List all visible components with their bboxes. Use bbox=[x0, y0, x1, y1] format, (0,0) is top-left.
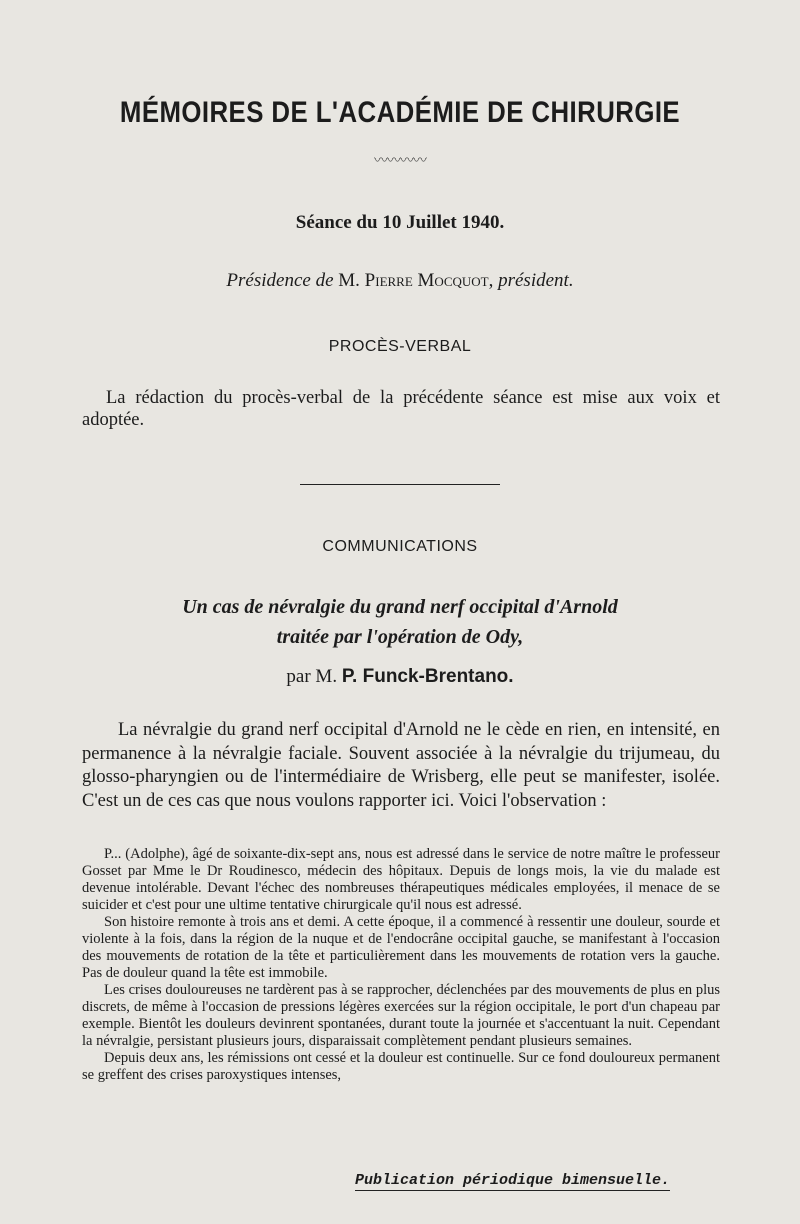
presidence-line bbox=[0, 270, 800, 292]
ornament-divider: 〰〰〰〰 bbox=[374, 154, 426, 169]
article-title-line-1: Un cas de névralgie du grand nerf occipital d'Arnold bbox=[182, 596, 618, 618]
session-date: Séance du 10 Juillet 1940. bbox=[295, 212, 505, 233]
observation-paragraph: P... (Adolphe), âgé de soixante-dix-sept ans, nous est adressé dans le service de notre maître le professeur Gosset par Mme le Dr Roudinesco, médecin des hôpitaux. Depuis de longs mois, la vie du malade est devenue intolérable. Devant l'échec des nombreuses thérapeutiques médicales employées, il menace de se suicider et c'est pour une ultime tentative chirurgicale qu'il nous est adressé. bbox=[82, 846, 720, 913]
president-name: Pierre Mocquot, bbox=[364, 270, 494, 291]
proces-verbal-text: La rédaction du procès-verbal de la précédente séance est mise aux voix et adoptée. bbox=[82, 388, 720, 430]
observation-paragraph: Son histoire remonte à trois ans et demi. A cette époque, il a commencé à ressentir une douleur, sourde et violente à la fois, dans la région de la nuque et de l'endocrâne occipital gauche, se manifestant à l'occasion des mouvements de rotation de la tête et particulièrement dans les mouvements de rotation vers la gauche. Pas de douleur quand la tête est immobile. bbox=[82, 914, 720, 981]
communications-heading: COMMUNICATIONS bbox=[322, 538, 478, 555]
proces-verbal-heading: PROCÈS-VERBAL bbox=[328, 338, 472, 355]
article-byline bbox=[0, 666, 800, 688]
footer-note: Publication périodique bimensuelle. bbox=[354, 1172, 670, 1189]
journal-title: MÉMOIRES DE L'ACADÉMIE DE CHIRURGIE bbox=[119, 96, 681, 129]
presidence-prefix: Présidence de bbox=[226, 270, 334, 291]
observation-paragraph: Depuis deux ans, les rémissions ont cessé et la douleur est continuelle. Sur ce fond douloureux permanent se greffent des crises paroxystiques intenses, bbox=[82, 1050, 720, 1083]
intro-paragraph: La névralgie du grand nerf occipital d'Arnold ne le cède en rien, en intensité, en permanence à la névralgie faciale. Souvent associée à la névralgie du trijumeau, du glosso-pharyngien ou de l'intermédiaire de Wrisberg, elle peut se manifester, isolée. C'est un de ces cas que nous voulons rapporter ici. Voici l'observation : bbox=[82, 720, 720, 811]
author-name: P. Funck-Brentano. bbox=[341, 666, 514, 687]
observation-paragraph: Les crises douloureuses ne tardèrent pas à se rapprocher, déclenchées par des mouvements de plus en plus discrets, de même à l'occasion de pressions légères exercées sur la région occipitale, le port d'un chapeau par exemple. Bientôt les douleurs devinrent spontanées, durant toute la journée et s'accentuant la nuit. Cependant la névralgie, persistant plusieurs jours, disparaissait complètement pendant plusieurs semaines. bbox=[82, 982, 720, 1049]
byline-prefix: par M. bbox=[286, 666, 338, 687]
presidence-title: M. bbox=[338, 270, 360, 291]
section-rule bbox=[300, 484, 500, 485]
president-role: président. bbox=[498, 270, 574, 291]
observation-text bbox=[82, 846, 720, 1084]
article-title bbox=[0, 592, 800, 652]
article-title-line-2: traitée par l'opération de Ody, bbox=[276, 626, 524, 648]
